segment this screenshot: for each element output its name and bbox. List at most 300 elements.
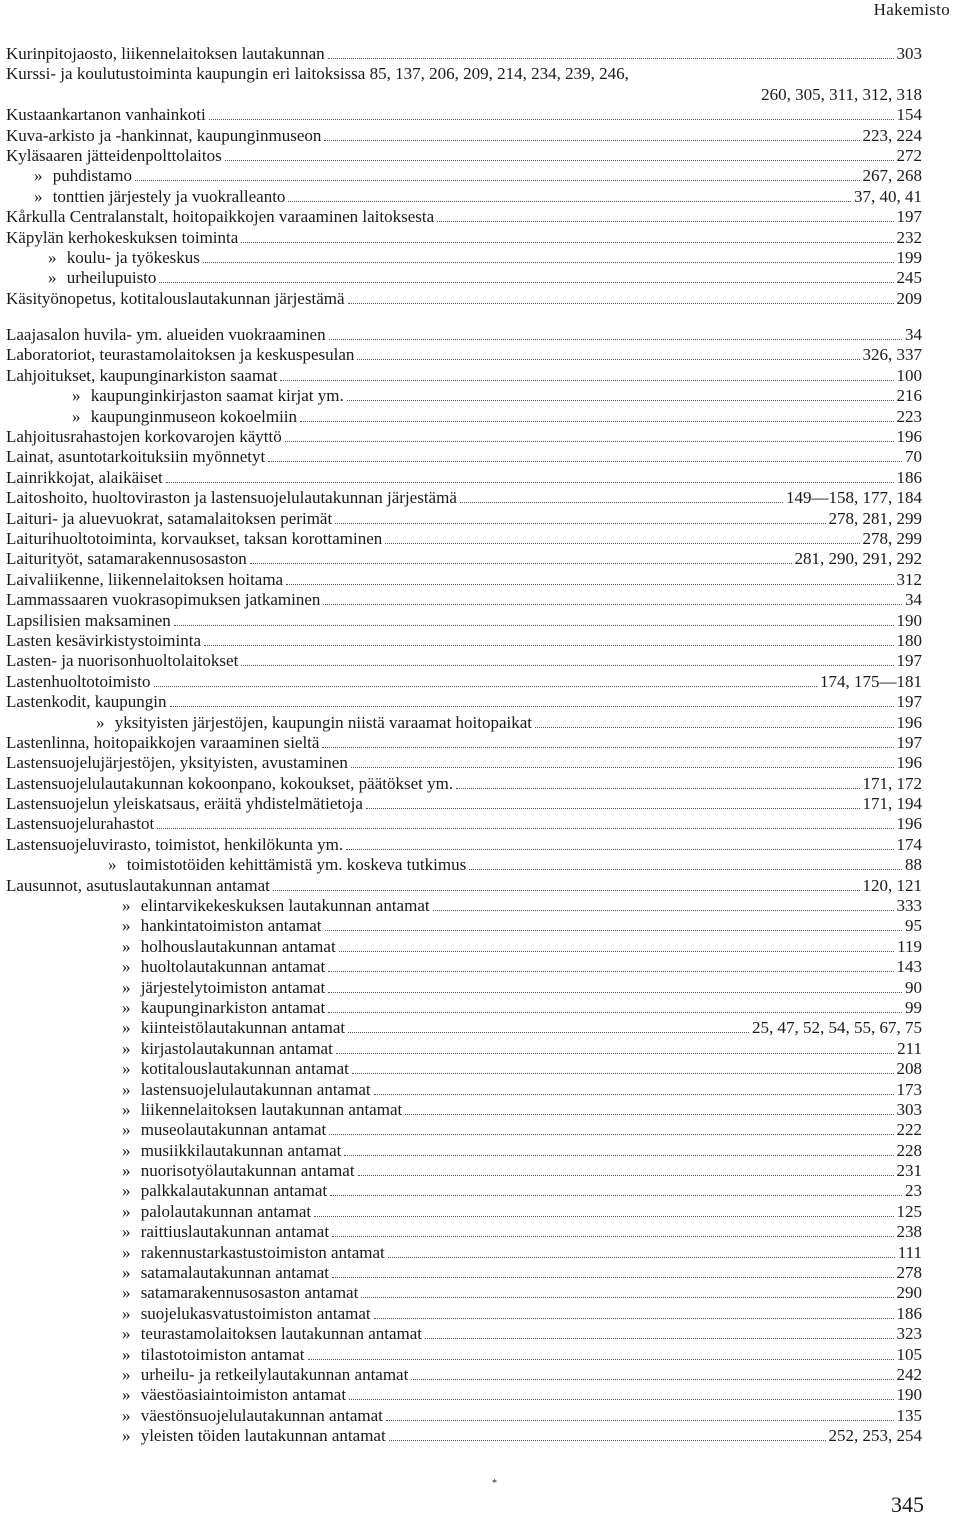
entry-pages: 326, 337	[862, 345, 922, 365]
entry-pages: 23	[905, 1181, 922, 1201]
entry-term-text: Lapsilisien maksaminen	[6, 610, 171, 630]
dot-leader	[300, 421, 893, 422]
entry-pages: 105	[896, 1344, 922, 1364]
ditto-mark: »	[122, 1405, 131, 1425]
ditto-mark: »	[122, 1201, 131, 1221]
entry-term	[6, 166, 132, 186]
entry-pages: 228	[896, 1140, 922, 1160]
entry-term	[6, 855, 466, 875]
index-entry	[6, 1202, 922, 1222]
entry-term-text: Lausunnot, asutuslautakunnan antamat	[6, 875, 270, 895]
entry-term-text: Lastensuojelun yleiskatsaus, eräitä yhdistelmätietoja	[6, 794, 363, 814]
index-entry	[6, 345, 922, 365]
entry-term-text: elintarvikekeskuksen lautakunnan antamat	[140, 896, 430, 916]
dot-leader	[330, 1195, 902, 1196]
entry-term	[6, 1202, 311, 1222]
entry-term	[6, 1120, 326, 1140]
entry-pages: 190	[896, 1385, 922, 1405]
index-entry	[6, 1365, 922, 1385]
entry-term	[6, 325, 326, 345]
dot-leader	[329, 1134, 893, 1135]
entry-term-text: Käpylän kerhokeskuksen toiminta	[6, 227, 239, 247]
index-entry	[6, 386, 922, 406]
entry-pages: 333	[896, 896, 922, 916]
dot-leader	[322, 747, 893, 748]
page-number: 345	[891, 1492, 924, 1517]
entry-term-text: Kuva-arkisto ja -hankinnat, kaupunginmuseon	[6, 125, 322, 145]
entry-term	[6, 1324, 422, 1344]
index-entry	[6, 1385, 922, 1405]
entry-term	[6, 207, 434, 227]
entry-term	[6, 1283, 358, 1303]
index-entry	[6, 207, 922, 227]
dot-leader	[460, 502, 783, 503]
entry-term	[6, 590, 320, 610]
entry-term-text: koulu- ja työkeskus	[66, 247, 200, 267]
entry-term-text: yksityisten järjestöjen, kaupungin niistä varaamat hoitopaikat	[114, 712, 533, 732]
ditto-mark: »	[122, 1303, 131, 1323]
index-entry	[6, 733, 922, 753]
entry-pages: 290	[896, 1283, 922, 1303]
index-entry	[6, 713, 922, 733]
entry-pages: 252, 253, 254	[828, 1426, 922, 1446]
entry-pages: 223, 224	[862, 125, 922, 145]
entry-pages: 281, 290, 291, 292	[794, 549, 922, 569]
index-entry	[6, 407, 922, 427]
entry-term-text: tilastotoimiston antamat	[140, 1344, 305, 1364]
entry-term	[6, 916, 322, 936]
dot-leader	[268, 461, 902, 462]
entry-pages: 143	[896, 957, 922, 977]
dot-leader	[389, 1440, 826, 1441]
index-entry	[6, 1345, 922, 1365]
entry-term-text: Laitoshoito, huoltoviraston ja lastensuojelulautakunnan järjestämä	[6, 488, 457, 508]
entry-pages: 196	[896, 427, 922, 447]
dot-leader	[456, 788, 859, 789]
dot-leader	[385, 543, 859, 544]
entry-term	[6, 248, 200, 268]
entry-term-text: Lastensuojeluvirasto, toimistot, henkilökunta ym.	[6, 834, 344, 854]
entry-term-text: satamarakennusosaston antamat	[140, 1283, 359, 1303]
entry-term-text: urheilupuisto	[66, 268, 157, 288]
entry-term-text: järjestelytoimiston antamat	[140, 977, 326, 997]
index-entry	[6, 509, 922, 529]
dot-leader	[273, 890, 860, 891]
dot-leader	[347, 400, 894, 401]
entry-term-text: Laiturityöt, satamarakennusosaston	[6, 549, 247, 569]
index-entry	[6, 753, 922, 773]
entry-term	[6, 1243, 385, 1263]
entry-term-text: Lastensuojelujärjestöjen, yksityisten, avustaminen	[6, 753, 348, 773]
index-entry	[6, 1283, 922, 1303]
entry-term	[6, 366, 277, 386]
dot-leader	[328, 992, 902, 993]
entry-term	[6, 105, 206, 125]
dot-leader	[135, 180, 859, 181]
entry-pages: 216	[896, 386, 922, 406]
entry-pages: 88	[905, 855, 922, 875]
entry-term	[6, 978, 325, 998]
entry-pages: 171, 172	[862, 773, 922, 793]
entry-pages: 211	[897, 1038, 922, 1058]
dot-leader	[209, 119, 894, 120]
index-entry	[6, 1018, 922, 1038]
dot-leader	[328, 971, 893, 972]
entry-pages: 197	[896, 651, 922, 671]
entry-term-text: Lainrikkojat, alaikäiset	[6, 467, 163, 487]
dot-leader	[344, 1155, 893, 1156]
entry-term	[6, 228, 238, 248]
dot-leader	[285, 441, 894, 442]
ditto-mark: »	[122, 1059, 131, 1079]
entry-term-text: kaupunginkirjaston saamat kirjat ym.	[90, 386, 344, 406]
entry-term-text: museolautakunnan antamat	[140, 1120, 327, 1140]
entry-pages: 100	[896, 365, 922, 385]
entry-term-text: Laboratoriot, teurastamolaitoksen ja keskuspesulan	[6, 345, 355, 365]
dot-leader	[351, 767, 894, 768]
entry-term-text: liikennelaitoksen lautakunnan antamat	[140, 1099, 403, 1119]
entry-term	[6, 529, 382, 549]
entry-term	[6, 1059, 349, 1079]
dot-leader	[374, 1318, 894, 1319]
index-entry	[6, 44, 922, 64]
entry-term	[6, 1263, 329, 1283]
entry-term	[6, 753, 348, 773]
entry-pages: 70	[905, 447, 922, 467]
entry-term-text: musiikkilautakunnan antamat	[140, 1140, 342, 1160]
entry-term	[6, 1100, 402, 1120]
index-entry	[6, 651, 922, 671]
entry-term	[6, 509, 332, 529]
entry-term-text: satamalautakunnan antamat	[140, 1263, 330, 1283]
index-entry	[6, 794, 922, 814]
entry-term	[6, 386, 344, 406]
dot-leader	[157, 828, 893, 829]
entry-pages: 303	[896, 44, 922, 63]
entry-pages: 278	[896, 1263, 922, 1283]
dot-leader	[332, 1236, 893, 1237]
entry-term-text: puhdistamo	[52, 166, 133, 186]
ditto-mark: »	[122, 936, 131, 956]
entry-pages: 196	[896, 753, 922, 773]
entry-pages: 186	[896, 1303, 922, 1323]
entry-term-text: kirjastolautakunnan antamat	[140, 1038, 333, 1058]
ditto-mark: »	[72, 386, 81, 406]
ditto-mark: »	[108, 855, 117, 875]
entry-term	[6, 692, 167, 712]
entry-term-text: Lasten- ja nuorisonhuoltolaitokset	[6, 651, 239, 671]
entry-pages: 209	[896, 288, 922, 308]
dot-leader	[469, 869, 902, 870]
ditto-mark: »	[122, 1426, 131, 1446]
entry-term	[6, 1080, 371, 1100]
dot-leader	[241, 665, 893, 666]
dot-leader	[405, 1114, 893, 1115]
ditto-mark: »	[122, 1120, 131, 1140]
entry-term-text: palkkalautakunnan antamat	[140, 1181, 328, 1201]
dot-leader	[433, 910, 894, 911]
index-group	[6, 325, 922, 1446]
dot-leader	[174, 625, 894, 626]
ditto-mark: »	[122, 1263, 131, 1283]
entry-term-text: lastensuojelulautakunnan antamat	[140, 1079, 371, 1099]
dot-leader	[335, 523, 825, 524]
index-entry	[6, 896, 922, 916]
index-entry	[6, 774, 922, 794]
index-entry	[6, 692, 922, 712]
entry-term	[6, 570, 283, 590]
index-entry	[6, 126, 922, 146]
ditto-mark: »	[48, 247, 57, 267]
index-entry	[6, 325, 922, 345]
index-entry	[6, 447, 922, 467]
ditto-mark: »	[122, 1385, 131, 1405]
entry-term-text: kotitalouslautakunnan antamat	[140, 1059, 349, 1079]
index-entry	[6, 835, 922, 855]
entry-pages: 197	[896, 732, 922, 752]
entry-pages: 196	[896, 712, 922, 732]
ditto-mark: »	[34, 166, 43, 186]
dot-leader	[386, 1420, 894, 1421]
entry-term-text: Lastenkodit, kaupungin	[6, 692, 167, 712]
entry-term	[6, 268, 156, 288]
entry-term-text: Laajasalon huvila- ym. alueiden vuokraaminen	[6, 325, 326, 345]
ditto-mark: »	[122, 1038, 131, 1058]
index-entry	[6, 549, 922, 569]
entry-term	[6, 1161, 355, 1181]
index-entry	[6, 570, 922, 590]
ditto-mark: »	[122, 1324, 131, 1344]
dot-leader	[352, 1073, 894, 1074]
entry-term-text: rakennustarkastustoimiston antamat	[140, 1242, 385, 1262]
entry-term	[6, 146, 222, 166]
entry-term	[6, 407, 297, 427]
dot-leader	[250, 563, 792, 564]
dot-leader	[339, 951, 894, 952]
dot-leader	[323, 604, 902, 605]
dot-leader	[170, 706, 894, 707]
entry-pages: 119	[897, 936, 922, 956]
entry-pages: 180	[896, 630, 922, 650]
entry-term-text: Laivaliikenne, liikennelaitoksen hoitama	[6, 569, 284, 589]
ditto-mark: »	[122, 1283, 131, 1303]
index-entry	[6, 611, 922, 631]
index-entry	[6, 1039, 922, 1059]
entry-pages: 231	[896, 1161, 922, 1181]
entry-term	[6, 651, 238, 671]
entry-pages: 267, 268	[862, 166, 922, 186]
entry-term	[6, 345, 354, 365]
dot-leader	[348, 1032, 749, 1033]
entry-term	[6, 64, 629, 84]
entry-term	[6, 672, 151, 692]
entry-term	[6, 814, 154, 834]
index-entry	[6, 468, 922, 488]
index-entry	[6, 268, 922, 288]
dot-leader	[336, 1053, 894, 1054]
index-entry	[6, 366, 922, 386]
entry-pages: 99	[905, 997, 922, 1017]
ditto-mark: »	[122, 1365, 131, 1384]
entry-term-text: Laiturihuoltotoiminta, korvaukset, taksan korottaminen	[6, 528, 383, 548]
entry-term	[6, 289, 345, 309]
entry-term-text: kaupunginmuseon kokoelmiin	[90, 406, 298, 426]
dot-leader	[346, 849, 893, 850]
index-entry	[6, 1222, 922, 1242]
entry-term	[6, 126, 321, 146]
entry-term-text: holhouslautakunnan antamat	[140, 936, 336, 956]
ditto-mark: »	[122, 1222, 131, 1242]
entry-term-text: nuorisotyölautakunnan antamat	[140, 1161, 355, 1181]
ditto-mark: »	[122, 1140, 131, 1160]
index-entry	[6, 814, 922, 834]
entry-term-text: kaupunginarkiston antamat	[140, 997, 326, 1017]
dot-leader	[361, 1297, 893, 1298]
dot-leader	[437, 221, 893, 222]
index-entry	[6, 1120, 922, 1140]
entry-term-text: Kurinpitojaosto, liikennelaitoksen lautakunnan	[6, 44, 325, 63]
entry-pages: 173	[896, 1079, 922, 1099]
entry-term	[6, 187, 285, 207]
dot-leader	[203, 262, 894, 263]
ditto-mark: »	[122, 896, 131, 916]
dot-leader	[241, 242, 893, 243]
index-entry	[6, 631, 922, 651]
dot-leader	[159, 282, 893, 283]
running-header: Hakemisto	[873, 0, 950, 19]
dot-leader	[280, 380, 893, 381]
entry-pages: 125	[896, 1201, 922, 1221]
index-entry	[6, 876, 922, 896]
entry-term	[6, 1018, 345, 1038]
entry-pages: 95	[905, 916, 922, 936]
dot-leader	[348, 303, 894, 304]
ditto-mark: »	[122, 977, 131, 997]
dot-leader	[308, 1359, 894, 1360]
entry-pages: 149—158, 177, 184	[786, 488, 922, 508]
entry-pages: 222	[896, 1120, 922, 1140]
entry-term	[6, 44, 325, 64]
ditto-mark: »	[122, 1099, 131, 1119]
index-entry	[6, 855, 922, 875]
entry-term	[6, 733, 319, 753]
entry-term	[6, 998, 325, 1018]
entry-term-text: suojelukasvatustoimiston antamat	[140, 1303, 371, 1323]
index-entry	[6, 105, 922, 125]
entry-term	[6, 611, 171, 631]
ditto-mark: »	[122, 1181, 131, 1201]
entry-term-text: Lastensuojelurahastot	[6, 814, 155, 834]
entry-pages: 199	[896, 247, 922, 267]
entry-pages: 111	[897, 1242, 922, 1262]
entry-term-text: yleisten töiden lautakunnan antamat	[140, 1426, 386, 1446]
entry-pages: 37, 40, 41	[854, 186, 922, 206]
entry-term-text: Lahjoitusrahastojen korkovarojen käyttö	[6, 427, 282, 447]
entry-term	[6, 713, 532, 733]
entry-term	[6, 1222, 329, 1242]
index-entry	[6, 228, 922, 248]
entry-pages: 90	[905, 977, 922, 997]
entry-term-text: Kyläsaaren jätteidenpolttolaitos	[6, 145, 222, 165]
index-entry	[6, 1161, 922, 1181]
entry-term-text: Lainat, asuntotarkoituksiin myönnetyt	[6, 447, 266, 467]
dot-leader	[357, 359, 859, 360]
dot-leader	[314, 1216, 893, 1217]
entry-pages: 260, 305, 311, 312, 318	[761, 84, 922, 104]
entry-term	[6, 876, 270, 896]
dot-leader	[328, 58, 894, 59]
entry-term	[6, 937, 336, 957]
entry-pages: 238	[896, 1222, 922, 1242]
entry-pages: 197	[896, 692, 922, 712]
index-entry-continuation	[6, 85, 922, 105]
dot-leader	[411, 1379, 893, 1380]
entry-pages: 171, 194	[862, 794, 922, 814]
index-entry	[6, 916, 922, 936]
entry-pages: 278, 299	[862, 528, 922, 548]
ditto-mark: »	[122, 1344, 131, 1364]
entry-pages: 242	[896, 1365, 922, 1384]
index-entry	[6, 1406, 922, 1426]
entry-term	[6, 1039, 333, 1059]
dot-leader	[425, 1338, 893, 1339]
index-entry	[6, 1324, 922, 1344]
index-entry	[6, 1080, 922, 1100]
entry-term	[6, 1406, 383, 1426]
entry-term	[6, 1385, 346, 1405]
entry-pages: 174, 175—181	[820, 671, 922, 691]
entry-term	[6, 631, 201, 651]
index-listing	[6, 44, 922, 1463]
ditto-mark: »	[72, 406, 81, 426]
ditto-mark: »	[122, 1242, 131, 1262]
entry-pages: 312	[896, 569, 922, 589]
index-group	[6, 44, 922, 309]
entry-pages: 208	[896, 1059, 922, 1079]
dot-leader	[374, 1094, 894, 1095]
entry-term-text: Lahjoitukset, kaupunginarkiston saamat	[6, 365, 278, 385]
entry-term	[6, 488, 457, 508]
printer-mark: *	[492, 1478, 497, 1489]
ditto-mark: »	[122, 997, 131, 1017]
dot-leader	[166, 482, 894, 483]
entry-term	[6, 1181, 327, 1201]
entry-pages: 245	[896, 268, 922, 288]
index-entry	[6, 1181, 922, 1201]
ditto-mark: »	[122, 1161, 131, 1181]
entry-term	[6, 774, 453, 794]
entry-term-text: väestöasiaintoimiston antamat	[140, 1385, 347, 1405]
index-entry	[6, 146, 922, 166]
entry-term-text: Lastensuojelulautakunnan kokoonpano, kokoukset, päätökset ym.	[6, 773, 454, 793]
entry-term-text: Lammassaaren vuokrasopimuksen jatkaminen	[6, 590, 321, 610]
index-entry	[6, 166, 922, 186]
entry-pages: 154	[896, 105, 922, 125]
index-entry	[6, 1100, 922, 1120]
index-entry	[6, 248, 922, 268]
dot-leader	[324, 140, 859, 141]
index-entry	[6, 1141, 922, 1161]
entry-term-text: Käsityönopetus, kotitalouslautakunnan järjestämä	[6, 288, 345, 308]
entry-term	[6, 468, 163, 488]
entry-term-text: Lastenhuoltotoimisto	[6, 671, 151, 691]
index-entry	[6, 937, 922, 957]
ditto-mark: »	[34, 186, 43, 206]
entry-term	[6, 1345, 305, 1365]
entry-pages: 120, 121	[862, 875, 922, 895]
index-entry	[6, 64, 922, 84]
entry-term	[6, 1365, 408, 1385]
